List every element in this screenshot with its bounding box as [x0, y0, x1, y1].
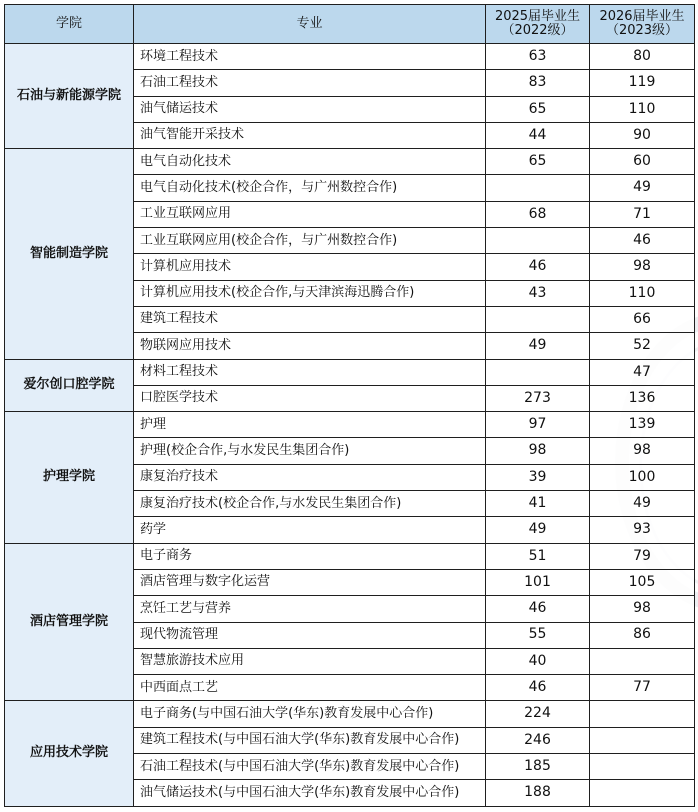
table-row: [5, 543, 695, 569]
grad-2026-cell: 71: [590, 201, 695, 227]
grad-2025-cell: 68: [486, 201, 590, 227]
major-cell: 石油工程技术(与中国石油大学(华东)教育发展中心合作): [134, 754, 486, 780]
grad-2025-cell: 188: [486, 780, 590, 806]
grad-2026-cell: [590, 648, 695, 674]
grad-2026-cell: [590, 701, 695, 727]
grad-2025-cell: [486, 175, 590, 201]
grad-2025-cell: 65: [486, 96, 590, 122]
grad-2026-cell: 136: [590, 385, 695, 411]
grad-2025-cell: 49: [486, 333, 590, 359]
grad-2026-cell: 46: [590, 228, 695, 254]
major-cell: 中西面点工艺: [134, 675, 486, 701]
major-cell: 康复治疗技术: [134, 464, 486, 490]
grad-2025-cell: 44: [486, 122, 590, 148]
grad-2025-cell: 40: [486, 648, 590, 674]
college-name-cell: 酒店管理学院: [5, 543, 134, 701]
grad-2026-cell: 98: [590, 596, 695, 622]
grad-2026-cell: 98: [590, 254, 695, 280]
grad-2026-cell: 139: [590, 412, 695, 438]
header-college: 学院: [5, 5, 134, 44]
major-cell: 油气储运技术: [134, 96, 486, 122]
grad-2026-cell: [590, 754, 695, 780]
grad-2026-cell: 119: [590, 70, 695, 96]
table-row: [5, 149, 695, 175]
grad-2026-cell: 80: [590, 44, 695, 70]
grad-2025-cell: 65: [486, 149, 590, 175]
major-cell: 烹饪工艺与营养: [134, 596, 486, 622]
grad-2026-cell: 100: [590, 464, 695, 490]
major-cell: 物联网应用技术: [134, 333, 486, 359]
grad-2026-cell: 98: [590, 438, 695, 464]
major-cell: 环境工程技术: [134, 44, 486, 70]
major-cell: 工业互联网应用(校企合作，与广州数控合作): [134, 228, 486, 254]
major-cell: 计算机应用技术: [134, 254, 486, 280]
header-grad-2026-line1: 2026届毕业生: [599, 8, 685, 24]
header-grad-2025-line1: 2025届毕业生: [494, 8, 581, 24]
college-name-cell: 爱尔创口腔学院: [5, 359, 134, 412]
major-cell: 计算机应用技术(校企合作,与天津滨海迅腾合作): [134, 280, 486, 306]
grad-2025-cell: 49: [486, 517, 590, 543]
grad-2026-cell: 47: [590, 359, 695, 385]
major-cell: 康复治疗技术(校企合作,与水发民生集团合作): [134, 491, 486, 517]
grad-2026-cell: 77: [590, 675, 695, 701]
major-cell: 口腔医学技术: [134, 385, 486, 411]
grad-2025-cell: 185: [486, 754, 590, 780]
college-name-cell: 应用技术学院: [5, 701, 134, 806]
header-major: 专业: [134, 5, 486, 44]
grad-2026-cell: 79: [590, 543, 695, 569]
grad-2025-cell: [486, 228, 590, 254]
major-cell: 材料工程技术: [134, 359, 486, 385]
grad-2025-cell: 97: [486, 412, 590, 438]
grad-2026-cell: 110: [590, 280, 695, 306]
grad-2025-cell: 98: [486, 438, 590, 464]
grad-2025-cell: 55: [486, 622, 590, 648]
table-row: [5, 701, 695, 727]
grad-2025-cell: 46: [486, 596, 590, 622]
college-name-cell: 护理学院: [5, 412, 134, 543]
grad-2026-cell: 86: [590, 622, 695, 648]
grad-2025-cell: 246: [486, 727, 590, 753]
grad-2026-cell: 105: [590, 569, 695, 595]
header-row: [5, 5, 695, 44]
grad-2025-cell: [486, 306, 590, 332]
grad-2025-cell: 39: [486, 464, 590, 490]
grad-2025-cell: 43: [486, 280, 590, 306]
major-cell: 建筑工程技术: [134, 306, 486, 332]
college-name-cell: 智能制造学院: [5, 149, 134, 359]
graduates-table: [4, 4, 695, 807]
grad-2025-cell: [486, 359, 590, 385]
major-cell: 电子商务(与中国石油大学(华东)教育发展中心合作): [134, 701, 486, 727]
header-grad-2026-line2: （2023级）: [605, 23, 679, 38]
major-cell: 智慧旅游技术应用: [134, 648, 486, 674]
grad-2026-cell: 66: [590, 306, 695, 332]
grad-2026-cell: 49: [590, 491, 695, 517]
grad-2025-cell: 63: [486, 44, 590, 70]
grad-2026-cell: 52: [590, 333, 695, 359]
grad-2026-cell: 90: [590, 122, 695, 148]
grad-2025-cell: 83: [486, 70, 590, 96]
major-cell: 电子商务: [134, 543, 486, 569]
major-cell: 油气储运技术(与中国石油大学(华东)教育发展中心合作): [134, 780, 486, 806]
grad-2026-cell: 49: [590, 175, 695, 201]
college-name-cell: 石油与新能源学院: [5, 44, 134, 149]
major-cell: 现代物流管理: [134, 622, 486, 648]
header-grad-2026: [590, 5, 695, 44]
table-row: [5, 412, 695, 438]
header-grad-2025: [486, 5, 590, 44]
grad-2025-cell: 51: [486, 543, 590, 569]
major-cell: 电气自动化技术(校企合作，与广州数控合作): [134, 175, 486, 201]
major-cell: 护理(校企合作,与水发民生集团合作): [134, 438, 486, 464]
grad-2026-cell: [590, 727, 695, 753]
grad-2025-cell: 101: [486, 569, 590, 595]
major-cell: 护理: [134, 412, 486, 438]
grad-2025-cell: 46: [486, 675, 590, 701]
grad-2026-cell: [590, 780, 695, 806]
major-cell: 酒店管理与数字化运营: [134, 569, 486, 595]
grad-2025-cell: 41: [486, 491, 590, 517]
grad-2025-cell: 273: [486, 385, 590, 411]
grad-2025-cell: 224: [486, 701, 590, 727]
header-grad-2025-line2: （2022级）: [501, 23, 574, 38]
table-row: [5, 44, 695, 70]
major-cell: 石油工程技术: [134, 70, 486, 96]
major-cell: 油气智能开采技术: [134, 122, 486, 148]
grad-2025-cell: 46: [486, 254, 590, 280]
major-cell: 电气自动化技术: [134, 149, 486, 175]
major-cell: 工业互联网应用: [134, 201, 486, 227]
major-cell: 建筑工程技术(与中国石油大学(华东)教育发展中心合作): [134, 727, 486, 753]
grad-2026-cell: 93: [590, 517, 695, 543]
grad-2026-cell: 110: [590, 96, 695, 122]
major-cell: 药学: [134, 517, 486, 543]
grad-2026-cell: 60: [590, 149, 695, 175]
table-row: [5, 359, 695, 385]
